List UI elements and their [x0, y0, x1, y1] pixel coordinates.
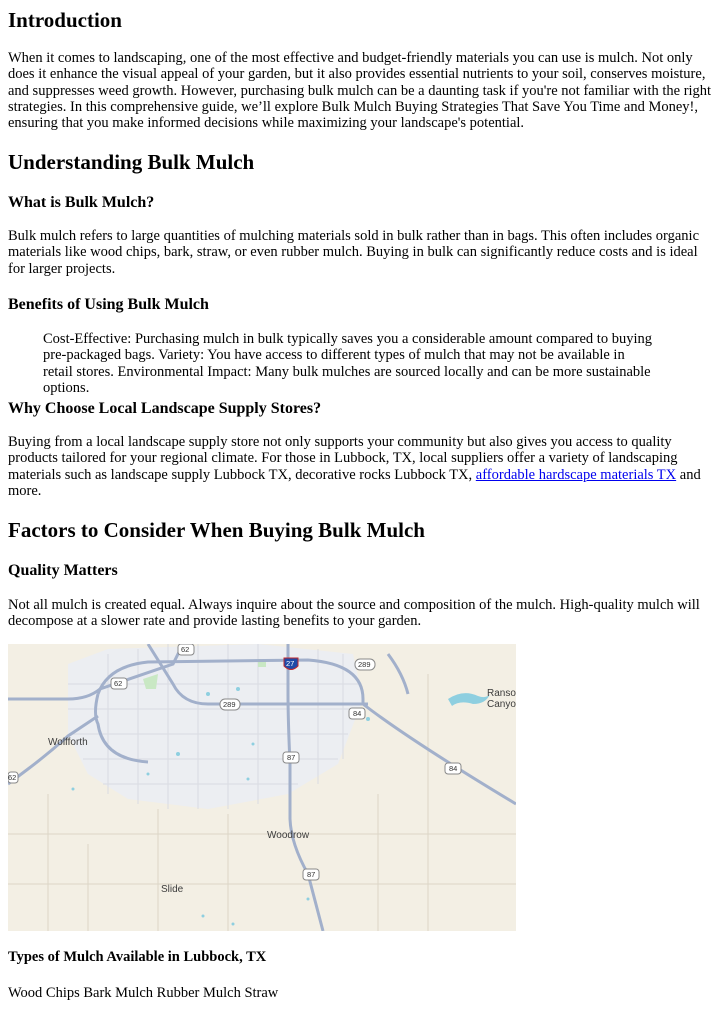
what-is-paragraph: Bulk mulch refers to large quantities of mulching materials sold in bulk rather than in bags. This often includes organic materials like wood chips, bark, straw, or even rubber mulch. Buying in bulk can significantly reduce costs and is ideal for larger projects. [8, 228, 700, 277]
why-text-start: Buying from a local landscape supply store not only supports your community but also gives you access to quality products tailored for your regional climate. For those in Lubbock, TX, local suppliers offer a variety of landscaping materials such as landscape supply Lubbock TX, decorative rocks Lubbock TX, [8, 434, 678, 483]
shield-87 [303, 869, 319, 880]
shield-84 [445, 763, 461, 774]
svg-text:289: 289 [358, 660, 371, 669]
place-label-slide: Slide [161, 884, 184, 895]
shield-289 [355, 659, 375, 670]
svg-text:62: 62 [8, 773, 17, 782]
heading-understanding-bulk-mulch: Understanding Bulk Mulch [8, 150, 255, 174]
svg-text:27: 27 [286, 659, 295, 668]
svg-text:84: 84 [449, 764, 458, 773]
benefits-text: Cost-Effective: Purchasing mulch in bulk typically saves you a considerable amount compared to buying pre-packaged bags. Variety: You have access to different types of mulch that may not be available in retail stores. Environmental Impact: Many bulk mulches are sourced locally and can be more sustainable options. [43, 331, 652, 396]
heading-what-is-bulk-mulch: What is Bulk Mulch? [8, 194, 155, 211]
shield-62 [111, 678, 127, 689]
shield-84 [349, 708, 365, 719]
place-label-wolfforth: Wolfforth [48, 737, 88, 748]
place-label-canyon: Canyo [487, 699, 516, 710]
heading-why-local-stores: Why Choose Local Landscape Supply Stores? [8, 400, 322, 417]
svg-text:62: 62 [114, 679, 123, 688]
intro-paragraph: When it comes to landscaping, one of the most effective and budget-friendly materials you can use is mulch. Not only does it enhance the visual appeal of your garden, but it also provides essential nutrients to your soil, conserves moisture, and suppresses weed growth. However, purchasing bulk mulch can be a daunting task if you're not familiar with the right strategies. In this comprehensive guide, we’ll explore Bulk Mulch Buying Strategies That Save You Time and Money!, ensuring that you make informed decisions while maximizing your landscape's potential. [8, 50, 712, 132]
place-label-woodrow: Woodrow [267, 830, 310, 841]
affordable-hardscape-link[interactable]: affordable hardscape materials TX [475, 466, 677, 483]
svg-text:289: 289 [223, 700, 236, 709]
heading-benefits: Benefits of Using Bulk Mulch [8, 296, 209, 313]
shield-27 [284, 658, 298, 670]
shield-62 [178, 644, 194, 655]
why-local-paragraph [8, 434, 712, 499]
shield-62 [8, 772, 18, 783]
place-label-ransom: Ranso [487, 688, 516, 699]
lubbock-area-map [8, 644, 516, 931]
svg-text:87: 87 [287, 753, 296, 762]
shield-87 [283, 752, 299, 763]
heading-types-of-mulch: Types of Mulch Available in Lubbock, TX [8, 949, 267, 965]
quality-paragraph: Not all mulch is created equal. Always inquire about the source and composition of the mulch. High-quality mulch will decompose at a slower rate and provide lasting benefits to your garden. [8, 597, 700, 630]
heading-factors: Factors to Consider When Buying Bulk Mulch [8, 518, 425, 542]
svg-text:84: 84 [353, 709, 362, 718]
svg-text:62: 62 [181, 645, 190, 654]
why-text-end: and more. [8, 466, 701, 499]
heading-introduction: Introduction [8, 8, 122, 32]
benefits-blockquote [8, 331, 658, 396]
types-list: Wood Chips Bark Mulch Rubber Mulch Straw [8, 985, 279, 1001]
shield-289 [220, 699, 240, 710]
heading-quality-matters: Quality Matters [8, 562, 118, 579]
svg-text:87: 87 [307, 870, 316, 879]
